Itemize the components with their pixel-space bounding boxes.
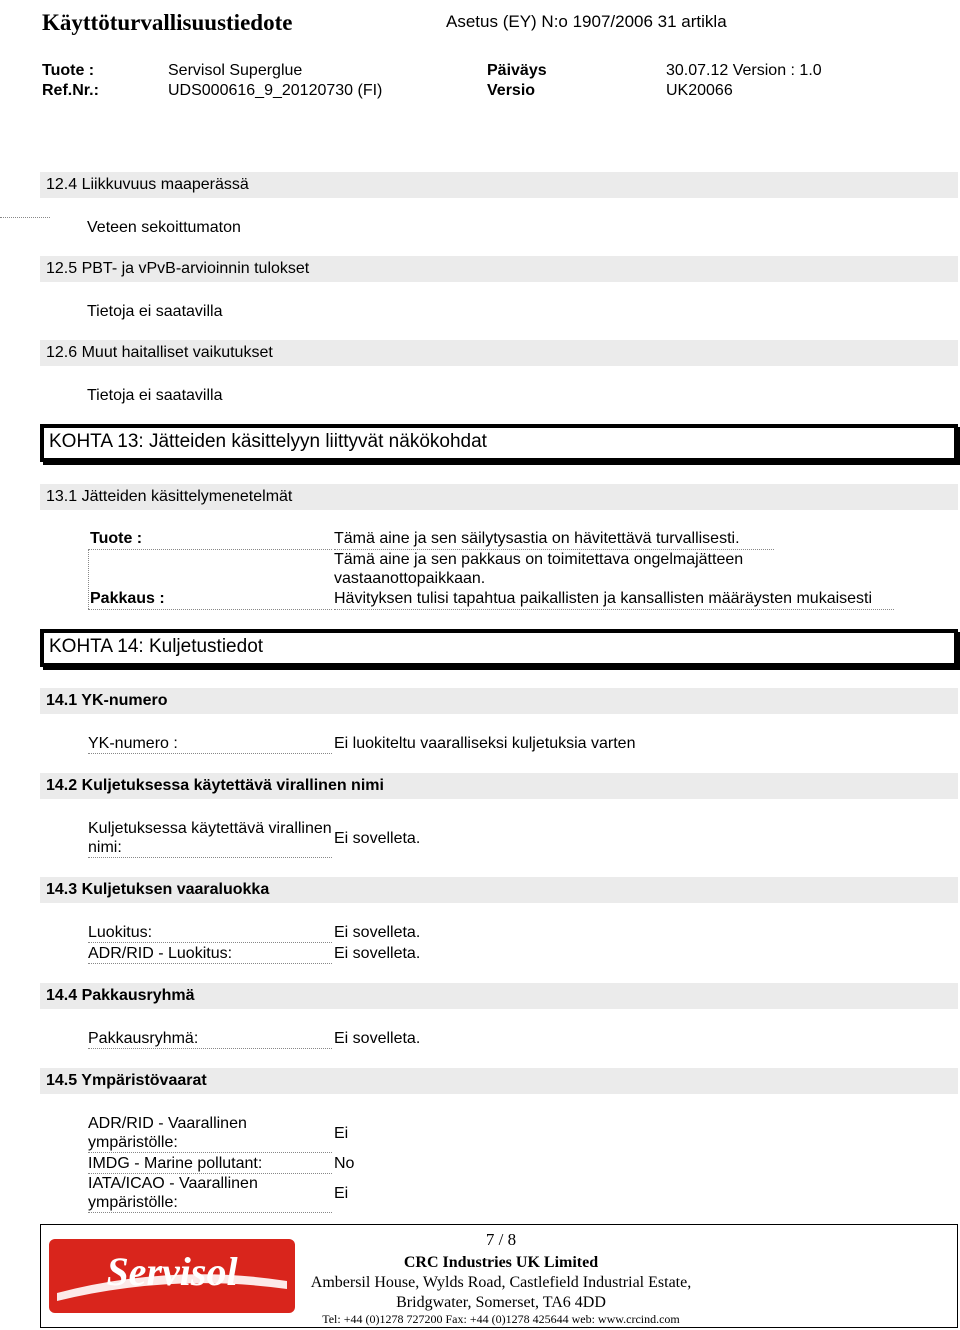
other-effects-text: Tietoja ei saatavilla [87,387,223,404]
waste-package-label: Pakkaus : [90,590,165,607]
document-title: Käyttöturvallisuustiedote [42,10,293,35]
version-value: UK20066 [666,82,733,99]
packing-group-label: Pakkausryhmä: [88,1029,332,1049]
adr-class-label: ADR/RID - Luokitus: [88,944,332,964]
waste-product-label: Tuote : [90,530,143,547]
subsection-14-2-heading: 14.2 Kuljetuksessa käytettävä virallinen nimi [40,773,958,799]
adr-class-value: Ei sovelleta. [334,945,421,962]
value-underline [334,609,894,610]
page-number: 7 / 8 [485,1230,517,1249]
waste-product-text-2: Tämä aine ja sen pakkaus on toimitettava ongelmajätteen vastaanottopaikkaan. [334,551,744,587]
company-address-2: Bridgwater, Somerset, TA6 4DD [396,1294,606,1311]
label-border [88,549,89,609]
env-imdg-value: No [334,1155,355,1172]
company-address-1: Ambersil House, Wylds Road, Castlefield Industrial Estate, [310,1274,692,1291]
servisol-logo [47,1233,297,1319]
shipping-name-label: Kuljetuksessa käytettävä virallinen nimi: [88,820,332,856]
subsection-14-5-heading: 14.5 Ympäristövaarat [40,1068,958,1094]
company-name: CRC Industries UK Limited [403,1254,599,1271]
env-iata-label: IATA/ICAO - Vaarallinen ympäristölle: [88,1174,332,1213]
packing-group-value: Ei sovelleta. [334,1030,421,1047]
mobility-text: Veteen sekoittumaton [87,219,241,236]
section-13-heading: KOHTA 13: Jätteiden käsittelyyn liittyvät näkökohdat [40,424,958,462]
company-contact: Tel: +44 (0)1278 727200 Fax: +44 (0)1278 425644 web: www.crcind.com [322,1312,680,1326]
logo-wordmark: Servisol [106,1249,238,1294]
un-number-value: Ei luokiteltu vaaralliseksi kuljetuksia varten [334,735,636,752]
subsection-14-1-heading: 14.1 YK-numero [40,688,958,714]
product-label: Tuote : [42,62,95,79]
section-14-heading: KOHTA 14: Kuljetustiedot [40,629,958,667]
subsection-12-6-heading: 12.6 Muut haitalliset vaikutukset [40,340,958,366]
date-label: Päiväys [487,62,547,79]
date-value: 30.07.12 Version : 1.0 [666,62,822,79]
version-label: Versio [487,82,536,99]
product-value: Servisol Superglue [168,62,303,79]
pbt-text: Tietoja ei saatavilla [87,303,223,320]
subsection-14-3-heading: 14.3 Kuljetuksen vaaraluokka [40,877,958,903]
env-imdg-label: IMDG - Marine pollutant: [88,1154,332,1174]
subsection-14-4-heading: 14.4 Pakkausryhmä [40,983,958,1009]
ref-value: UDS000616_9_20120730 (FI) [168,82,383,99]
margin-dots [0,217,50,218]
waste-product-text-1: Tämä aine ja sen säilytysastia on hävitettävä turvallisesti. [334,530,740,547]
label-underline [88,609,332,610]
waste-package-text: Hävityksen tulisi tapahtua paikallisten ja kansallisten määräysten mukaisesti [334,590,873,607]
shipping-name-value: Ei sovelleta. [334,830,421,847]
subsection-12-5-heading: 12.5 PBT- ja vPvB-arvioinnin tulokset [40,256,958,282]
un-number-label: YK-numero : [88,734,332,754]
env-iata-value: Ei [334,1185,349,1202]
label-underline [88,549,332,550]
subsection-13-1-heading: 13.1 Jätteiden käsittelymenetelmät [40,484,958,510]
ref-label: Ref.Nr.: [42,82,99,99]
hazard-class-value: Ei sovelleta. [334,924,421,941]
hazard-class-label: Luokitus: [88,923,332,943]
regulation-reference: Asetus (EY) N:o 1907/2006 31 artikla [446,12,727,31]
page-footer [40,1224,958,1328]
subsection-12-4-heading: 12.4 Liikkuvuus maaperässä [40,172,958,198]
env-adr-label: ADR/RID - Vaarallinen ympäristölle: [88,1114,332,1153]
env-adr-value: Ei [334,1125,349,1142]
